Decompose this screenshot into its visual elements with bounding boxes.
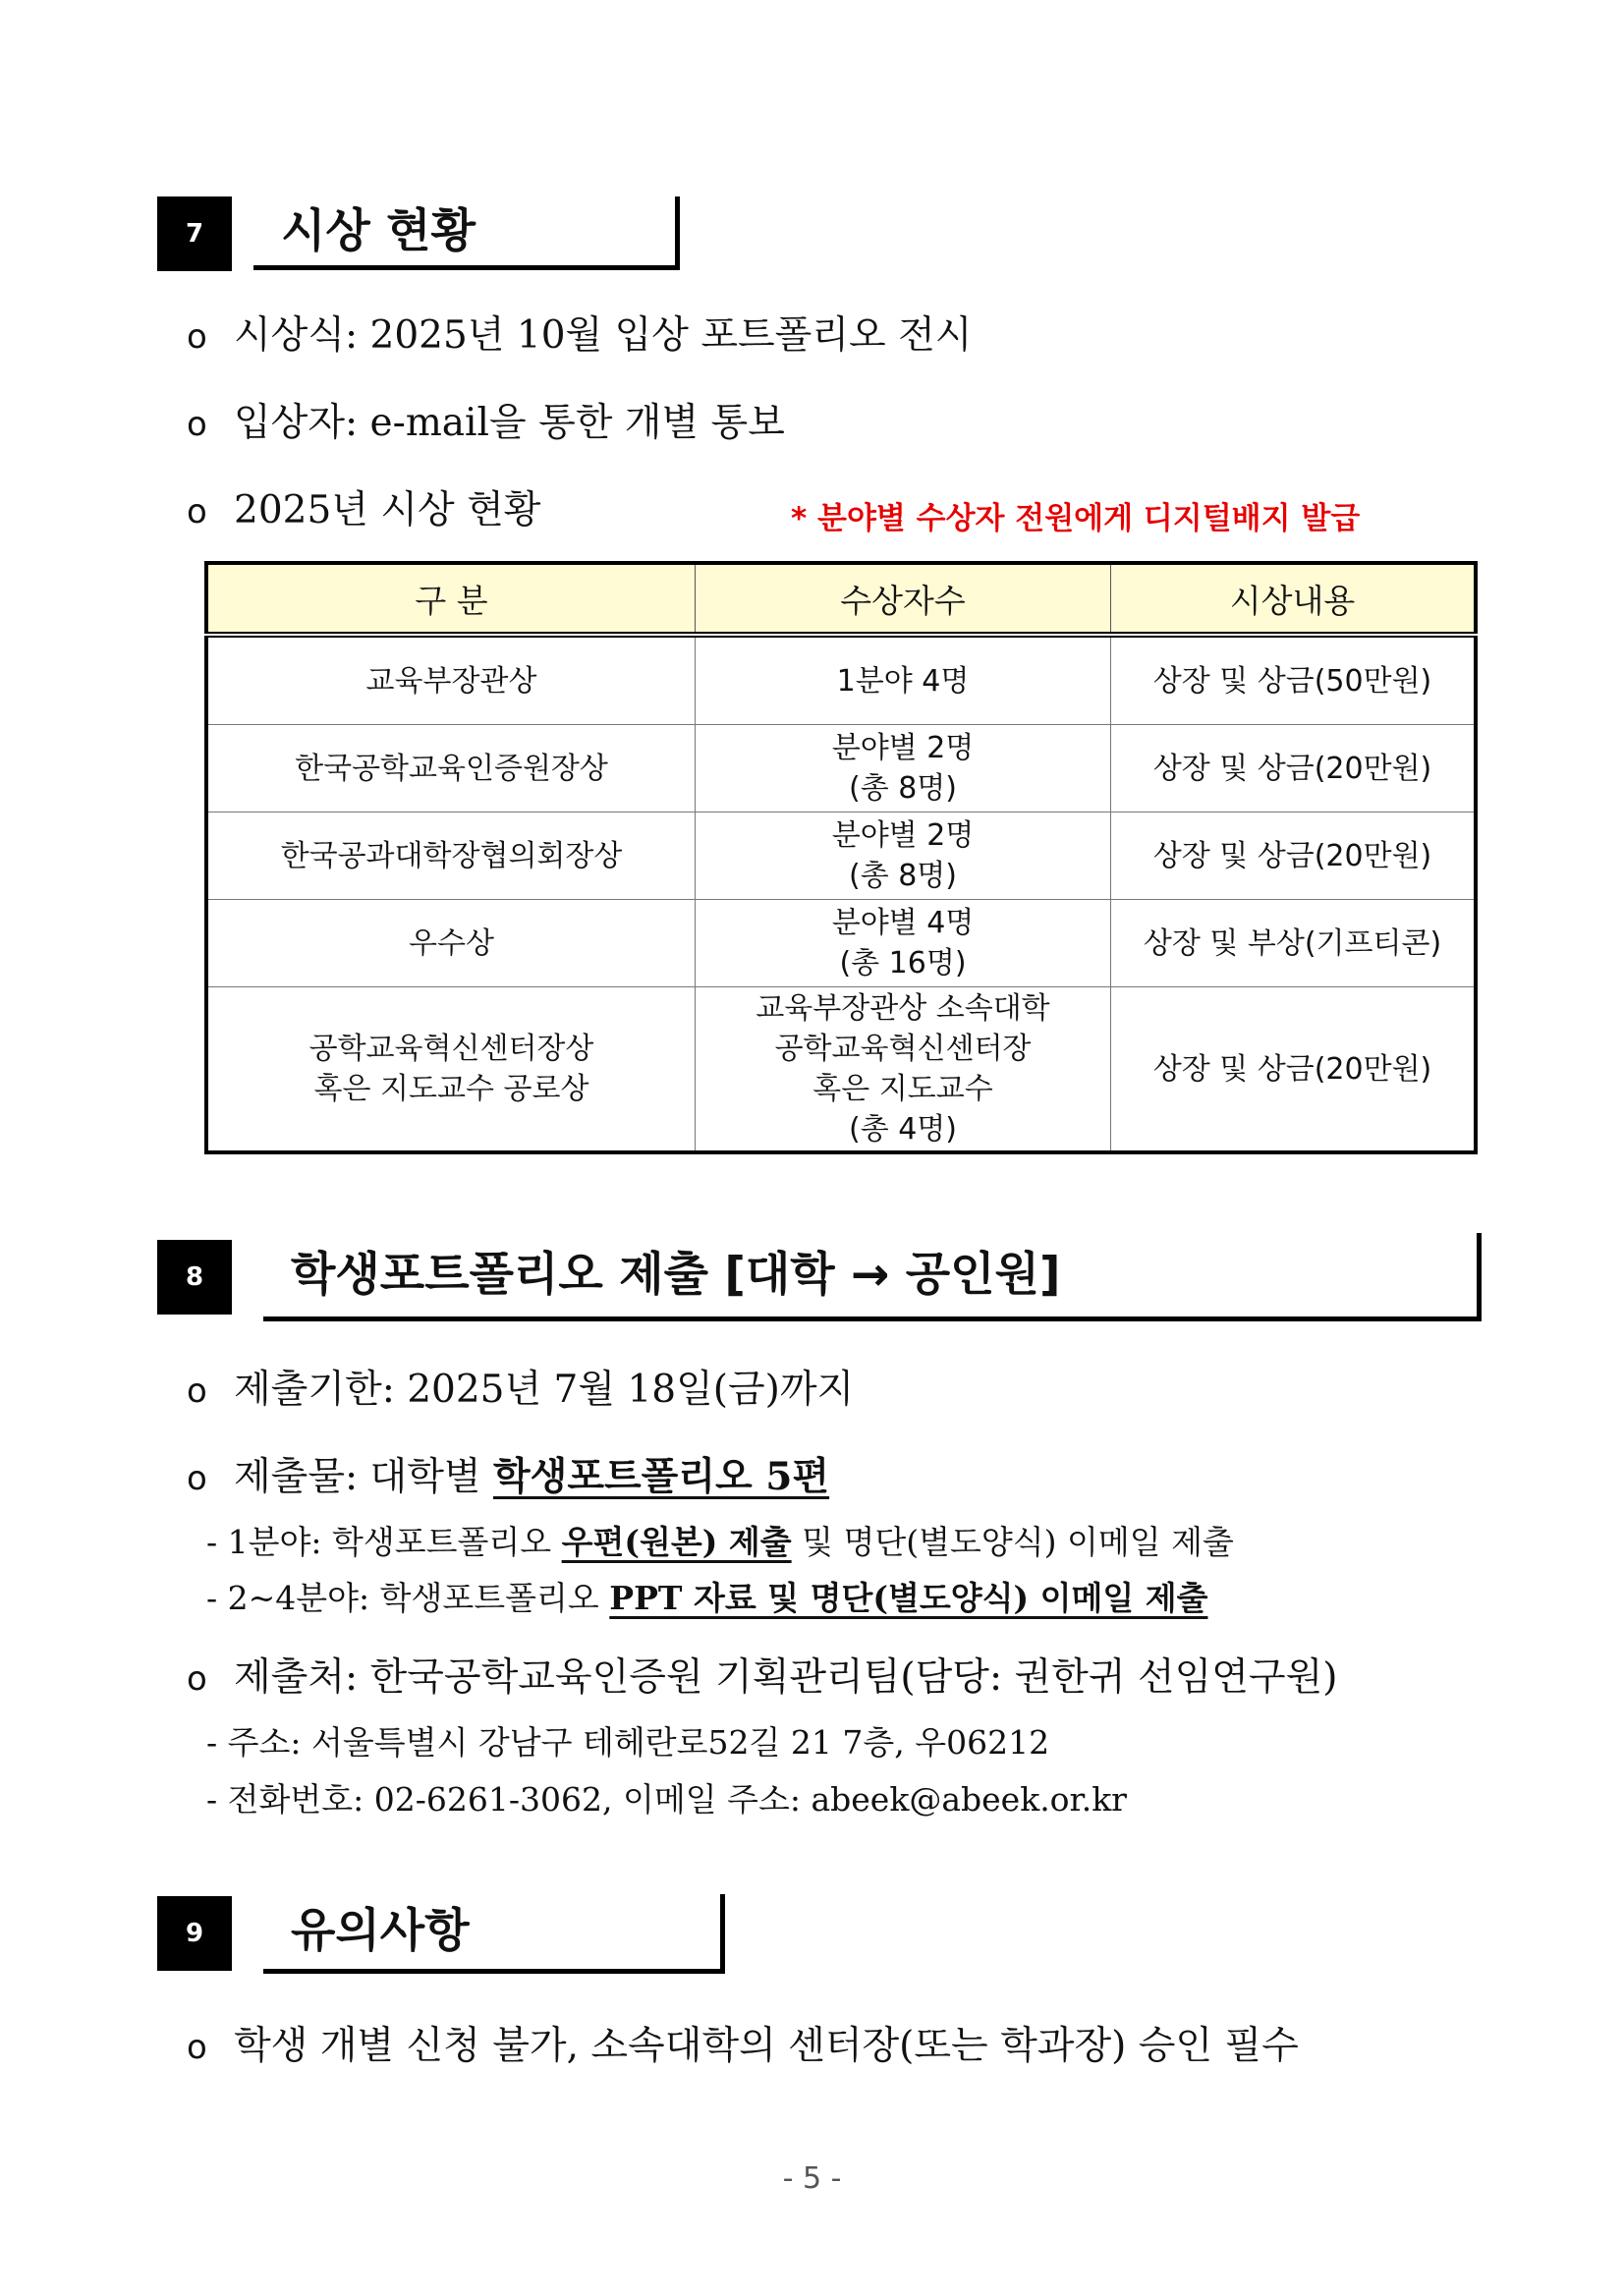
- table-header-category: 구 분: [206, 563, 696, 635]
- row-content: 상장 및 상금(50만원): [1111, 635, 1477, 725]
- section-7-vbar: [675, 196, 680, 270]
- row-content: 상장 및 상금(20만원): [1111, 987, 1477, 1153]
- section-9-number: 9: [157, 1896, 232, 1971]
- bullet-caution: o 학생 개별 신청 불가, 소속대학의 센터장(또는 학과장) 승인 필수: [187, 2021, 1299, 2073]
- bullet-status: o 2025년 시상 현황: [187, 485, 540, 537]
- table-row: [206, 987, 1476, 1153]
- bullet-materials: o 제출물: 대학별 학생포트폴리오 5편: [187, 1451, 829, 1504]
- materials-emphasis: 학생포트폴리오 5편: [492, 1454, 830, 1499]
- row-count: 교육부장관상 소속대학 공학교육혁신센터장 혹은 지도교수 (총 4명): [696, 987, 1111, 1153]
- field2-4-emphasis: PPT 자료 및 명단(별도양식) 이메일 제출: [609, 1579, 1208, 1617]
- table-header-content: 시상내용: [1111, 563, 1477, 635]
- bullet-mark: o: [187, 405, 207, 444]
- table-row: [206, 725, 1476, 812]
- bullet-ceremony: o 시상식: 2025년 10월 입상 포트폴리오 전시: [187, 310, 972, 363]
- field1-emphasis: 우편(원본) 제출: [561, 1523, 792, 1561]
- row-content: 상장 및 상금(20만원): [1111, 812, 1477, 900]
- row-content: 상장 및 부상(기프티콘): [1111, 900, 1477, 987]
- page-number: - 5 -: [782, 2161, 842, 2196]
- sub-field1: - 1분야: 학생포트폴리오 우편(원본) 제출 및 명단(별도양식) 이메일 제출: [206, 1523, 1234, 1561]
- section-9-vbar: [720, 1894, 725, 1974]
- bullet-mark: o: [187, 1459, 207, 1498]
- table-row: [206, 635, 1476, 725]
- table-row: [206, 812, 1476, 900]
- bullet-mark: o: [187, 492, 207, 532]
- bullet-deadline: o 제출기한: 2025년 7월 18일(금)까지: [187, 1365, 854, 1417]
- section-8-title: 학생포트폴리오 제출 [대학 → 공인원]: [291, 1248, 1061, 1302]
- bullet-destination: o 제출처: 한국공학교육인증원 기획관리팀(담당: 권한귀 선임연구원): [187, 1652, 1338, 1705]
- row-content: 상장 및 상금(20만원): [1111, 725, 1477, 812]
- section-7-underline: [253, 265, 680, 270]
- section-7-number: 7: [157, 196, 232, 271]
- table-header-count: 수상자수: [696, 563, 1111, 635]
- section-8-number: 8: [157, 1240, 232, 1315]
- row-category: 한국공학교육인증원장상: [206, 725, 696, 812]
- table-row: [206, 900, 1476, 987]
- sub-contact: - 전화번호: 02-6261-3062, 이메일 주소: abeek@abeek.or.kr: [206, 1780, 1127, 1819]
- sub-field2-4: - 2~4분야: 학생포트폴리오 PPT 자료 및 명단(별도양식) 이메일 제출: [206, 1579, 1208, 1617]
- bullet-mark: o: [187, 317, 207, 357]
- section-9-underline: [263, 1969, 725, 1974]
- bullet-mark: o: [187, 1372, 207, 1411]
- digital-badge-note: * 분야별 수상자 전원에게 디지털배지 발급: [791, 501, 1361, 536]
- bullet-winners: o 입상자: e-mail을 통한 개별 통보: [187, 398, 785, 450]
- bullet-mark: o: [187, 2028, 207, 2067]
- awards-table: [204, 561, 1478, 1154]
- row-count: 분야별 2명 (총 8명): [696, 812, 1111, 900]
- row-count: 분야별 4명 (총 16명): [696, 900, 1111, 987]
- sub-address: - 주소: 서울특별시 강남구 테헤란로52길 21 7층, 우06212: [206, 1723, 1050, 1762]
- row-category: 교육부장관상: [206, 635, 696, 725]
- row-category: 공학교육혁신센터장상 혹은 지도교수 공로상: [206, 987, 696, 1153]
- section-8-underline: [263, 1316, 1482, 1321]
- section-8-vbar: [1477, 1233, 1482, 1321]
- row-count: 1분야 4명: [696, 635, 1111, 725]
- bullet-mark: o: [187, 1659, 207, 1699]
- row-category: 한국공과대학장협의회장상: [206, 812, 696, 900]
- row-count: 분야별 2명 (총 8명): [696, 725, 1111, 812]
- section-9-title: 유의사항: [291, 1904, 470, 1958]
- section-7-title: 시상 현황: [281, 204, 476, 258]
- row-category: 우수상: [206, 900, 696, 987]
